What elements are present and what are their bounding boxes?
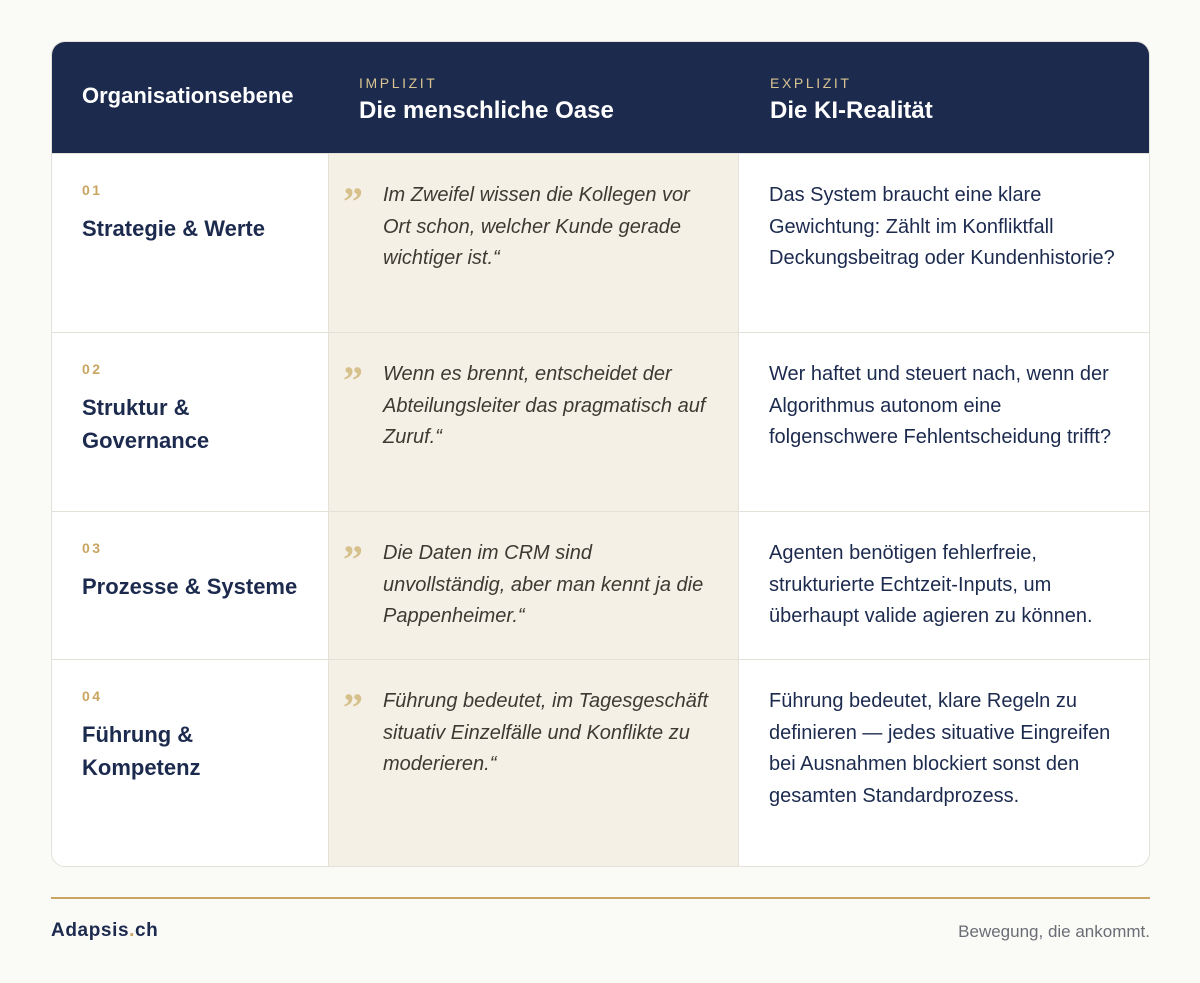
table-row: [52, 153, 1149, 332]
explicit-cell: [739, 660, 1149, 867]
implicit-quote: Wenn es brennt, entscheidet der Abteilungsleiter das pragmatisch auf Zuruf.“: [383, 363, 706, 448]
level-cell: [52, 512, 328, 659]
brand-logo: [51, 920, 158, 942]
quote-icon: ”: [343, 537, 363, 582]
quote-icon: ”: [343, 179, 363, 224]
implicit-cell: [328, 333, 739, 511]
brand-tld: ch: [135, 920, 159, 941]
level-title: Struktur & Governance: [82, 395, 210, 453]
explicit-text: Agenten benötigen fehlerfreie, strukturierte Echtzeit-Inputs, um überhaupt valide agieren zu können.: [769, 542, 1093, 627]
table-row: [52, 659, 1149, 867]
brand-dot: .: [129, 920, 136, 941]
implicit-quote: Die Daten im CRM sind unvollständig, aber man kennt ja die Pappenheimer.“: [383, 542, 704, 627]
level-cell: [52, 660, 328, 867]
implicit-cell: [328, 154, 739, 332]
footer-divider: [51, 897, 1150, 899]
quote-icon: ”: [343, 685, 363, 730]
quote-icon: ”: [343, 358, 363, 403]
explicit-cell: [739, 333, 1149, 511]
row-number: 01: [82, 182, 103, 198]
level-title: Strategie & Werte: [82, 216, 265, 241]
footer-tagline: Bewegung, die ankommt.: [958, 922, 1150, 941]
level-title: Führung & Kompetenz: [82, 722, 201, 780]
header-explicit-cell: [739, 42, 1149, 153]
implicit-cell: [328, 660, 739, 867]
explicit-text: Wer haftet und steuert nach, wenn der Algorithmus autonom eine folgenschwere Fehlentscheidung trifft?: [769, 363, 1112, 448]
row-number: 02: [82, 361, 103, 377]
header-level-cell: [52, 42, 328, 153]
header-implicit-overline: IMPLIZIT: [359, 75, 438, 91]
implicit-cell: [328, 512, 739, 659]
explicit-cell: [739, 154, 1149, 332]
row-number: 03: [82, 540, 103, 556]
table-row: [52, 332, 1149, 511]
comparison-table: [51, 41, 1150, 867]
table-row: [52, 511, 1149, 659]
header-explicit-overline: EXPLIZIT: [770, 75, 852, 91]
level-title: Prozesse & Systeme: [82, 574, 298, 599]
level-cell: [52, 333, 328, 511]
header-implicit-cell: [328, 42, 739, 153]
explicit-text: Das System braucht eine klare Gewichtung: Zählt im Konfliktfall Deckungsbeitrag oder Kundenhistorie?: [769, 184, 1115, 269]
header-explicit-title: Die KI-Realität: [770, 97, 933, 124]
header-implicit-title: Die menschliche Oase: [359, 97, 614, 124]
table-header: [52, 42, 1149, 153]
implicit-quote: Führung bedeutet, im Tagesgeschäft situativ Einzelfälle und Konflikte zu moderieren.“: [383, 690, 709, 775]
row-number: 04: [82, 688, 103, 704]
brand-name: Adapsis: [51, 920, 130, 941]
explicit-cell: [739, 512, 1149, 659]
explicit-text: Führung bedeutet, klare Regeln zu definieren — jedes situative Eingreifen bei Ausnahmen blockiert sonst den gesamten Standardprozess.: [769, 690, 1111, 807]
implicit-quote: Im Zweifel wissen die Kollegen vor Ort schon, welcher Kunde gerade wichtiger ist.“: [383, 184, 690, 269]
level-cell: [52, 154, 328, 332]
header-level-label: Organisationsebene: [82, 83, 294, 108]
